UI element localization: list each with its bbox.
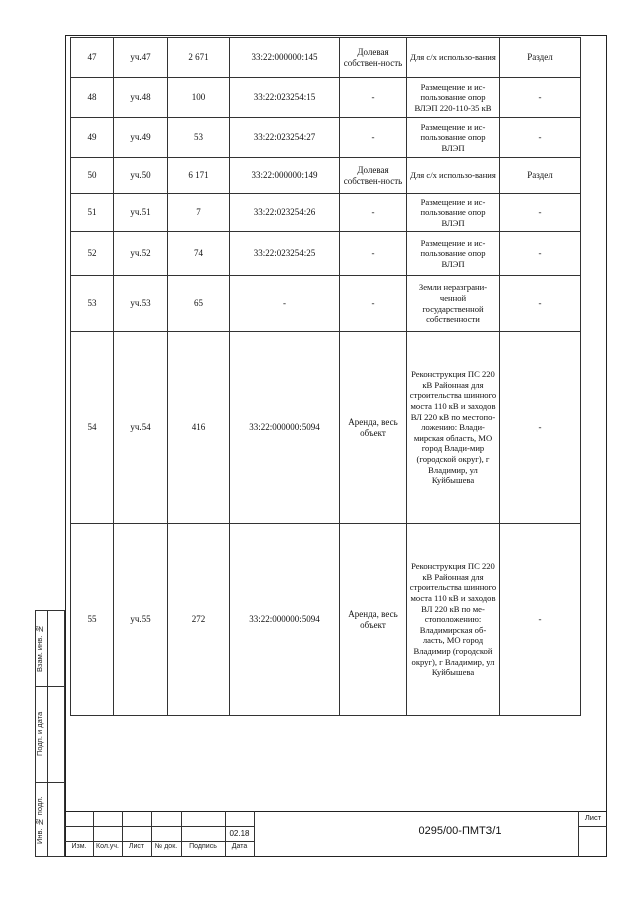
land-purpose: Размещение и ис-пользование опор ВЛЭП 220-110-35 кВ bbox=[407, 78, 500, 118]
cadastral-number: 33:22:023254:25 bbox=[230, 232, 340, 276]
row-number: 50 bbox=[71, 158, 114, 194]
plot-area: 6 171 bbox=[168, 158, 230, 194]
cadastral-number: 33:22:023254:26 bbox=[230, 194, 340, 232]
row-number: 48 bbox=[71, 78, 114, 118]
table-row bbox=[71, 118, 581, 158]
table-row bbox=[71, 158, 581, 194]
note: - bbox=[500, 232, 581, 276]
row-number: 49 bbox=[71, 118, 114, 158]
podp-data-label: Подп. и дата bbox=[35, 711, 44, 757]
plot-area: 416 bbox=[168, 332, 230, 524]
land-purpose: Реконструкция ПС 220 кВ Районная для строительства шинного моста 110 кВ и заходов ВЛ 220 кВ по местопо-ложению: Влади-мирская область, МО город Влади-мир (городской округ), г Владимир, ул Куйбышева bbox=[407, 332, 500, 524]
land-purpose: Реконструкция ПС 220 кВ Районная для строительства шинного моста 110 кВ и заходов ВЛ 220 кВ по ме-стоположению: Владимирская об-ласть, МО город Владимир (городской округ), г Владимир, ул Куйбышева bbox=[407, 524, 500, 716]
inv-podl-label: Инв. № подл. bbox=[35, 796, 44, 844]
plot-id: уч.54 bbox=[114, 332, 168, 524]
cadastral-number: 33:22:000000:149 bbox=[230, 158, 340, 194]
plot-id: уч.48 bbox=[114, 78, 168, 118]
plot-area: 272 bbox=[168, 524, 230, 716]
table-row bbox=[71, 194, 581, 232]
tb-line bbox=[578, 811, 579, 857]
col-data: Дата bbox=[231, 843, 248, 850]
right-type: Долевая собствен-ность bbox=[340, 158, 407, 194]
right-type: - bbox=[340, 78, 407, 118]
plot-id: уч.51 bbox=[114, 194, 168, 232]
cadastral-number: 33:22:000000:5094 bbox=[230, 332, 340, 524]
table-row bbox=[71, 524, 581, 716]
plot-area: 100 bbox=[168, 78, 230, 118]
row-number: 52 bbox=[71, 232, 114, 276]
col-podpis: Подпись bbox=[189, 843, 217, 850]
table-row bbox=[71, 232, 581, 276]
col-n-dok: № док. bbox=[154, 843, 178, 850]
land-purpose: Размещение и ис-пользование опор ВЛЭП bbox=[407, 194, 500, 232]
cadastral-number: - bbox=[230, 276, 340, 332]
tb-line bbox=[578, 826, 607, 827]
note: - bbox=[500, 78, 581, 118]
plot-id: уч.47 bbox=[114, 38, 168, 78]
strip-line bbox=[35, 782, 65, 783]
right-type: - bbox=[340, 118, 407, 158]
note: Раздел bbox=[500, 158, 581, 194]
table-row bbox=[71, 78, 581, 118]
row-number: 51 bbox=[71, 194, 114, 232]
table-row bbox=[71, 276, 581, 332]
land-purpose: Размещение и ис-пользование опор ВЛЭП bbox=[407, 118, 500, 158]
right-type: - bbox=[340, 232, 407, 276]
vzam-inv-label: Взам. инв. № bbox=[35, 624, 44, 672]
plot-area: 65 bbox=[168, 276, 230, 332]
sheet-label: Лист bbox=[584, 813, 602, 822]
plot-id: уч.55 bbox=[114, 524, 168, 716]
right-type: Аренда, весь объект bbox=[340, 524, 407, 716]
land-purpose: Размещение и ис-пользование опор ВЛЭП bbox=[407, 232, 500, 276]
plot-id: уч.52 bbox=[114, 232, 168, 276]
table-row bbox=[71, 332, 581, 524]
plot-area: 53 bbox=[168, 118, 230, 158]
col-izm: Изм. bbox=[71, 843, 87, 850]
tb-line bbox=[254, 811, 255, 857]
strip-line bbox=[35, 686, 65, 687]
cadastral-number: 33:22:023254:27 bbox=[230, 118, 340, 158]
plot-area: 7 bbox=[168, 194, 230, 232]
plot-id: уч.53 bbox=[114, 276, 168, 332]
plot-area: 74 bbox=[168, 232, 230, 276]
note: - bbox=[500, 332, 581, 524]
cadastral-number: 33:22:000000:145 bbox=[230, 38, 340, 78]
document-code: 0295/00-ПМТЗ/1 bbox=[418, 825, 502, 837]
plot-id: уч.49 bbox=[114, 118, 168, 158]
right-type: - bbox=[340, 194, 407, 232]
tb-line bbox=[181, 811, 182, 857]
row-number: 53 bbox=[71, 276, 114, 332]
land-plots-table bbox=[70, 37, 581, 716]
note: - bbox=[500, 118, 581, 158]
cadastral-number: 33:22:023254:15 bbox=[230, 78, 340, 118]
note: - bbox=[500, 194, 581, 232]
tb-line bbox=[151, 811, 152, 857]
right-type: Аренда, весь объект bbox=[340, 332, 407, 524]
note: - bbox=[500, 276, 581, 332]
date-value: 02.18 bbox=[229, 829, 250, 838]
land-purpose: Для с/х использо-вания bbox=[407, 158, 500, 194]
plot-area: 2 671 bbox=[168, 38, 230, 78]
note: - bbox=[500, 524, 581, 716]
row-number: 47 bbox=[71, 38, 114, 78]
note: Раздел bbox=[500, 38, 581, 78]
right-type: - bbox=[340, 276, 407, 332]
right-type: Долевая собствен-ность bbox=[340, 38, 407, 78]
tb-line bbox=[93, 811, 94, 857]
plot-id: уч.50 bbox=[114, 158, 168, 194]
table-row bbox=[71, 38, 581, 78]
col-list: Лист bbox=[128, 843, 145, 850]
land-purpose: Для с/х использо-вания bbox=[407, 38, 500, 78]
land-purpose: Земли неразграни-ченной государственной собственности bbox=[407, 276, 500, 332]
cadastral-number: 33:22:000000:5094 bbox=[230, 524, 340, 716]
binding-strip-divider bbox=[47, 610, 66, 857]
tb-line bbox=[122, 811, 123, 857]
col-kol-uch: Кол.уч. bbox=[96, 843, 119, 850]
row-number: 55 bbox=[71, 524, 114, 716]
row-number: 54 bbox=[71, 332, 114, 524]
